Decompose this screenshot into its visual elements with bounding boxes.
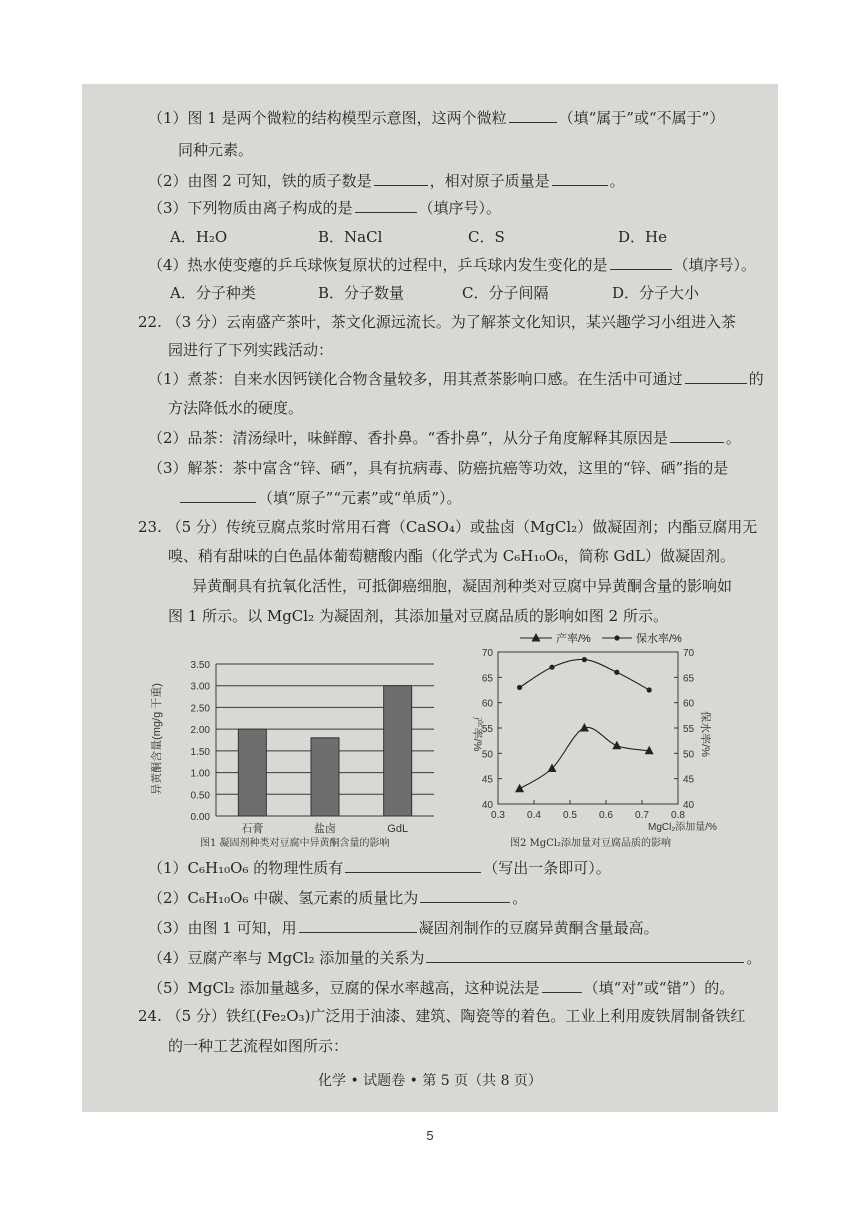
series-line-yield <box>520 727 650 788</box>
q21-4-opt-a: A．分子种类 <box>170 284 256 302</box>
q21-opt-a: A．H₂O <box>170 228 228 246</box>
q22-part3: （3）解茶：茶中富含“锌、硒”，具有抗病毒、防癌抗癌等功效，这里的“锌、硒”指的是 <box>148 459 729 477</box>
x-tick-label: 0.4 <box>527 810 541 821</box>
y-tick-label-right: 65 <box>683 673 695 685</box>
q21-4-opt-b: B．分子数量 <box>318 284 405 302</box>
y-tick-label-left: 70 <box>481 648 493 659</box>
x-tick-label: 0.5 <box>563 810 577 821</box>
x-tick-label: 盐卤 <box>314 823 336 835</box>
answer-blank[interactable] <box>420 888 510 903</box>
y-tick-label-left: 60 <box>481 698 493 710</box>
answer-blank[interactable] <box>299 918 417 933</box>
x-tick-label: 0.8 <box>671 810 685 821</box>
y-axis-label: 异黄酮含量(mg/g 干重) <box>151 683 163 795</box>
x-tick-label: GdL <box>387 823 409 835</box>
q23-part5: （5）MgCl₂ 添加量越多，豆腐的保水率越高，这种说法是 （填“对”或“错”）的。 <box>148 979 735 997</box>
x-tick-label: 0.7 <box>635 810 649 821</box>
q21-part1: （1）图 1 是两个微粒的结构模型示意图，这两个微粒 （填“属于”或“不属于”） <box>148 109 725 127</box>
q21-part2: （2）由图 2 可知，铁的质子数是 ，相对原子质量是 。 <box>148 172 625 190</box>
q22-part2: （2）品茶：清汤绿叶，味鲜醇、香扑鼻。“香扑鼻”，从分子角度解释其原因是 。 <box>148 429 741 447</box>
q23-part2: （2）C₆H₁₀O₆ 中碳、氢元素的质量比为 。 <box>148 889 528 907</box>
data-point-circle <box>614 670 619 675</box>
y-tick-label: 2.50 <box>190 703 210 715</box>
answer-blank[interactable] <box>345 858 481 873</box>
figure1-bar-chart <box>142 654 462 849</box>
q21-4-opt-d: D．分子大小 <box>612 284 700 302</box>
q23-stem-para2-cont: 图 1 所示。以 MgCl₂ 为凝固剂，其添加量对豆腐品质的影响如图 2 所示。 <box>168 607 668 625</box>
data-point-circle <box>647 687 652 692</box>
y-tick-label-left: 45 <box>481 774 493 786</box>
x-tick-label: 石膏 <box>241 823 264 835</box>
q21-part1-cont: 同种元素。 <box>178 141 254 159</box>
answer-blank[interactable] <box>610 255 672 270</box>
x-axis-label: MgCl₂添加量/% <box>648 822 717 833</box>
q21-part4: （4）热水使变瘪的乒乓球恢复原状的过程中，乒乓球内发生变化的是 （填序号）。 <box>148 256 757 274</box>
q22-part3-cont: （填“原子”“元素”或“单质”）。 <box>178 488 462 508</box>
q22-part1: （1）煮茶：自来水因钙镁化合物含量较多，用其煮茶影响口感。在生活中可通过 的 <box>148 370 764 388</box>
data-point-circle <box>549 665 554 670</box>
y-tick-label-left: 50 <box>481 749 493 761</box>
y-tick-label-right: 50 <box>683 749 695 761</box>
figure1-caption: 图1 凝固剂种类对豆腐中异黄酮含量的影响 <box>200 838 390 849</box>
y-tick-label: 0.00 <box>190 812 210 823</box>
y-tick-label: 1.00 <box>190 768 210 780</box>
x-tick-label: 0.3 <box>491 810 505 821</box>
q23-stem-para2: 异黄酮具有抗氧化活性，可抵御癌细胞，凝固剂种类对豆腐中异黄酮含量的影响如 <box>192 577 733 595</box>
answer-blank[interactable] <box>670 428 724 443</box>
figure2-line-chart <box>458 624 758 849</box>
data-point-triangle <box>532 633 541 642</box>
y-tick-label-left: 55 <box>481 724 493 735</box>
y-tick-label: 1.50 <box>190 746 210 758</box>
q23-stem-cont: 嗅、稍有甜味的白色晶体葡萄糖酸内酯（化学式为 C₆H₁₀O₆，简称 GdL）做凝固剂。 <box>168 547 735 565</box>
q21-opt-c: C．S <box>468 228 505 246</box>
q21-4-opt-c: C．分子间隔 <box>462 284 549 302</box>
y-tick-label: 3.50 <box>190 660 210 671</box>
answer-blank[interactable] <box>180 488 256 503</box>
y-axis-left-label: 产率/% <box>471 716 483 752</box>
y-tick-label: 2.00 <box>190 725 210 737</box>
y-axis-right-label: 保水率/% <box>699 711 711 757</box>
answer-blank[interactable] <box>542 978 582 993</box>
data-point-triangle <box>612 741 621 750</box>
x-tick-label: 0.6 <box>599 810 613 821</box>
y-tick-label-left: 65 <box>481 673 493 685</box>
legend-label-yield: 产率/% <box>556 633 591 645</box>
q22-stem-cont: 园进行了下列实践活动： <box>168 341 334 359</box>
y-tick-label-right: 40 <box>683 800 695 811</box>
page-footer: 化学 • 试题卷 • 第 5 页（共 8 页） <box>318 1073 542 1089</box>
figure2-caption: 图2 MgCl₂添加量对豆腐品质的影响 <box>510 838 672 849</box>
legend-label-water-retention: 保水率/% <box>636 633 682 645</box>
y-tick-label-left: 40 <box>481 800 493 811</box>
bar-GdL <box>384 686 412 816</box>
y-tick-label: 0.50 <box>190 790 210 802</box>
answer-blank[interactable] <box>552 171 608 186</box>
q24-stem-cont: 的一种工艺流程如图所示： <box>168 1037 349 1055</box>
q22-part1-cont: 方法降低水的硬度。 <box>168 399 304 417</box>
q24-stem: 24. （5 分）铁红(Fe₂O₃)广泛用于油漆、建筑、陶瓷等的着色。工业上利用废铁屑制备铁红 <box>138 1007 746 1025</box>
q23-part4: （4）豆腐产率与 MgCl₂ 添加量的关系为 。 <box>148 949 762 967</box>
y-tick-label-right: 45 <box>683 774 695 786</box>
answer-blank[interactable] <box>426 948 744 963</box>
q23-part3: （3）由图 1 可知，用 凝固剂制作的豆腐异黄酮含量最高。 <box>148 919 659 937</box>
y-tick-label-right: 55 <box>683 724 695 735</box>
series-line-water-retention <box>520 659 650 690</box>
data-point-circle <box>614 635 619 640</box>
bar-盐卤 <box>311 738 339 816</box>
q23-part1: （1）C₆H₁₀O₆ 的物理性质有 （写出一条即可）。 <box>148 859 611 877</box>
data-point-circle <box>517 685 522 690</box>
q21-opt-d: D．He <box>618 228 667 246</box>
data-point-circle <box>582 657 587 662</box>
y-tick-label-right: 70 <box>683 648 695 659</box>
bar-石膏 <box>238 729 266 816</box>
answer-blank[interactable] <box>509 108 557 123</box>
y-tick-label: 3.00 <box>190 681 210 693</box>
exam-page-photo <box>82 84 778 1112</box>
q22-stem: 22. （3 分）云南盛产茶叶，茶文化源远流长。为了解茶文化知识，某兴趣学习小组进入茶 <box>138 313 736 331</box>
q21-opt-b: B．NaCl <box>318 228 383 246</box>
data-point-triangle <box>515 784 524 793</box>
q23-stem: 23. （5 分）传统豆腐点浆时常用石膏（CaSO₄）或盐卤（MgCl₂）做凝固剂；内酯豆腐用无 <box>138 518 758 536</box>
answer-blank[interactable] <box>685 369 747 384</box>
answer-blank[interactable] <box>374 171 428 186</box>
answer-blank[interactable] <box>355 198 417 213</box>
y-tick-label-right: 60 <box>683 698 695 710</box>
page-number: 5 <box>426 1128 434 1143</box>
q21-part3: （3）下列物质由离子构成的是 （填序号）。 <box>148 199 502 217</box>
